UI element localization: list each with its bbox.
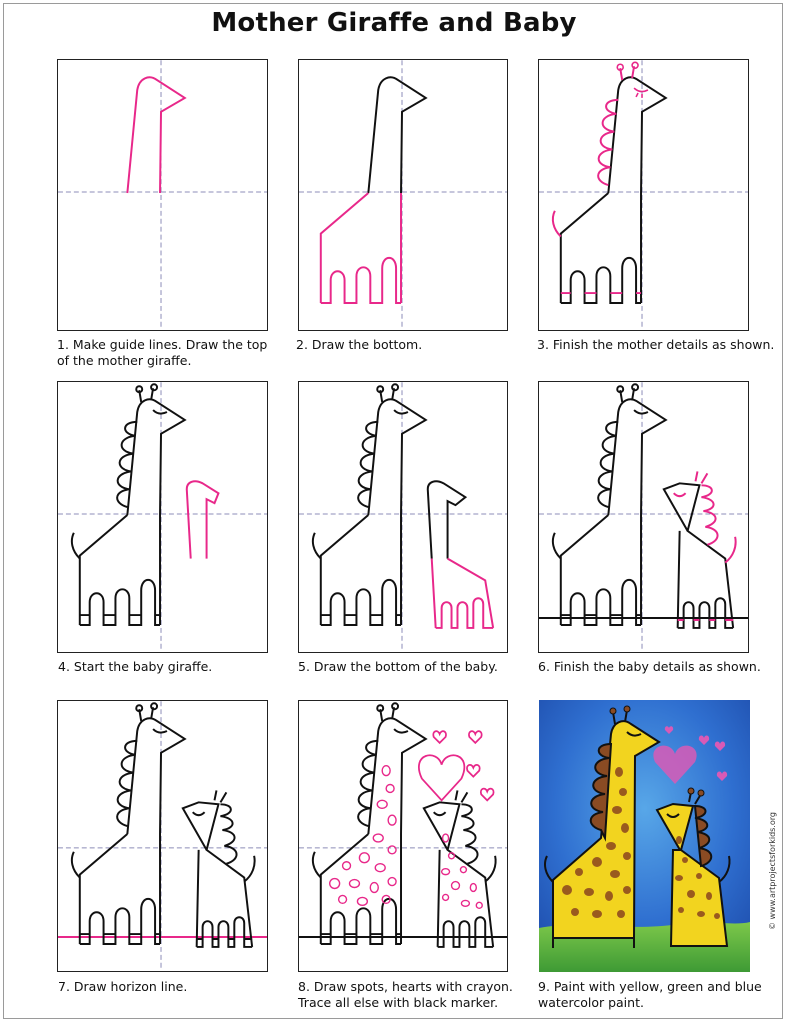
- step-6-panel: [538, 381, 749, 653]
- step-9-caption: 9. Paint with yellow, green and blue watercolor paint.: [538, 979, 762, 1010]
- step-1-caption: 1. Make guide lines. Draw the top of the mother giraffe.: [57, 337, 268, 368]
- copyright-watermark: © www.artprojectsforkids.org: [768, 811, 777, 930]
- step-1-panel: [57, 59, 268, 331]
- step-5-caption: 5. Draw the bottom of the baby.: [298, 659, 498, 674]
- step-1-drawing: [58, 60, 267, 330]
- step-7-caption: 7. Draw horizon line.: [58, 979, 188, 994]
- step-2-panel: [298, 59, 508, 331]
- step-4-drawing: [58, 382, 267, 652]
- step-8-caption: 8. Draw spots, hearts with crayon. Trace all else with black marker.: [298, 979, 513, 1010]
- step-6-caption: 6. Finish the baby details as shown.: [538, 659, 761, 674]
- step-3-panel: [538, 59, 749, 331]
- step-5-panel: [298, 381, 508, 653]
- step-2-drawing: [299, 60, 507, 330]
- step-8-drawing: [299, 701, 507, 971]
- step-4-caption: 4. Start the baby giraffe.: [58, 659, 213, 674]
- step-4-panel: [57, 381, 268, 653]
- step-2-caption: 2. Draw the bottom.: [296, 337, 423, 352]
- step-3-caption: 3. Finish the mother details as shown.: [537, 337, 775, 352]
- step-7-drawing: [58, 701, 267, 971]
- step-7-panel: [57, 700, 268, 972]
- page-title: Mother Giraffe and Baby: [211, 8, 577, 38]
- step-9-painting: [539, 700, 750, 972]
- step-5-drawing: [299, 382, 507, 652]
- step-8-panel: [298, 700, 508, 972]
- step-6-drawing: [539, 382, 748, 652]
- step-3-drawing: [539, 60, 748, 330]
- step-9-panel: [539, 700, 750, 972]
